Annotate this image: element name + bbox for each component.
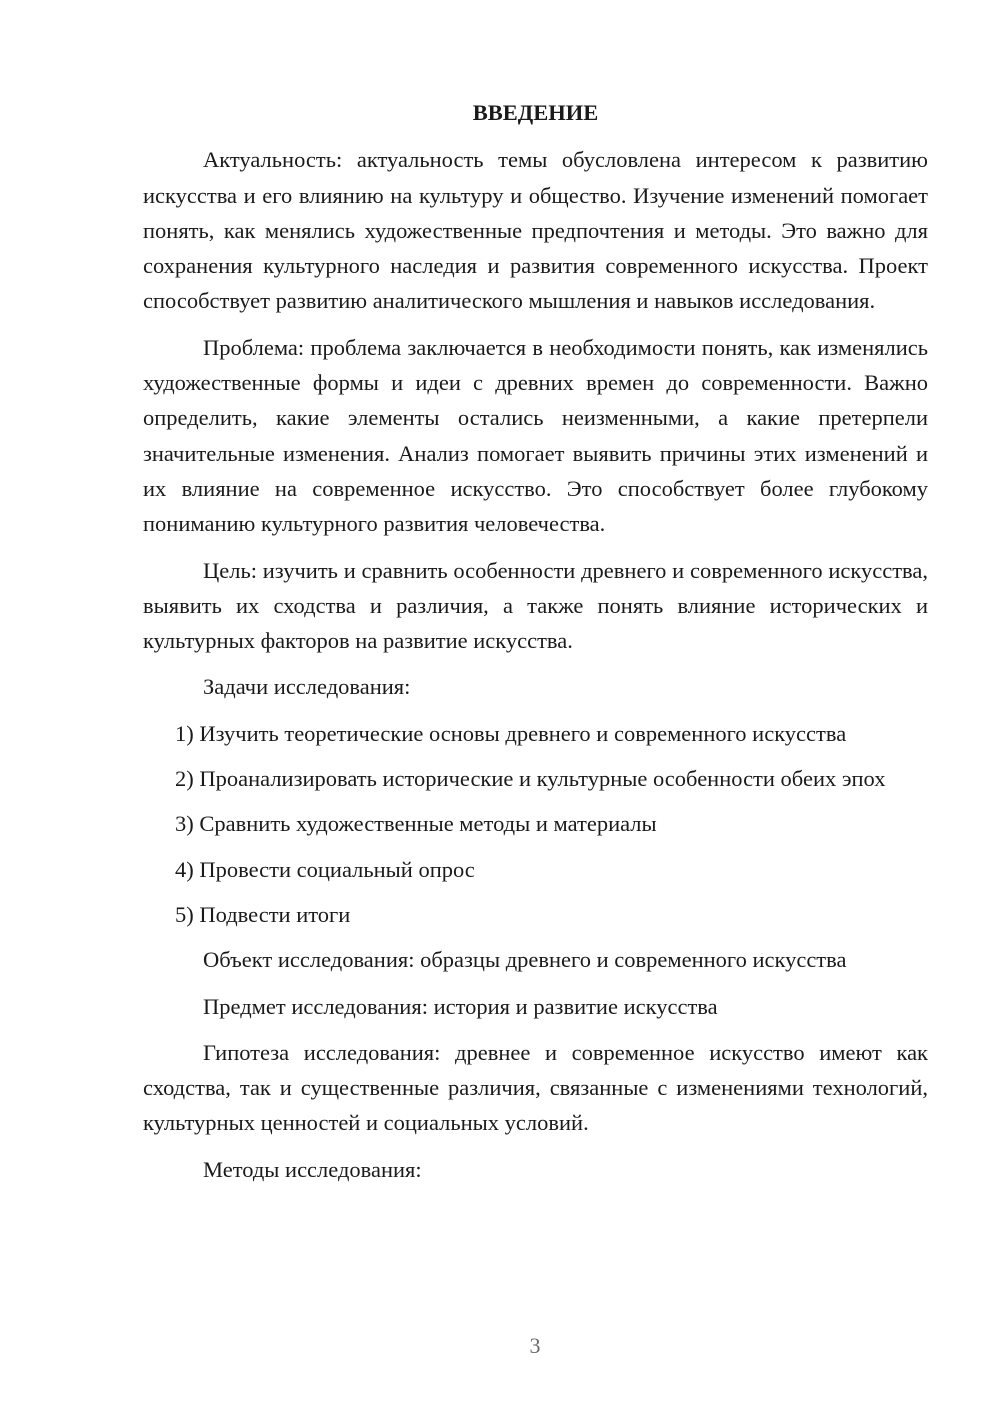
- tasks-heading: Задачи исследования:: [203, 674, 411, 700]
- page-number: 3: [529, 1333, 541, 1358]
- list-item: 5) Подвести итоги: [175, 901, 351, 927]
- paragraph-hypothesis: Гипотеза исследования: древнее и современное искусство имеют как сходства, так и существенные различия, связанные с изменениями технологий, культурных ценностей и социальных условий.: [143, 1039, 928, 1136]
- list-item: 3) Сравнить художественные методы и материалы: [175, 811, 657, 837]
- methods-heading: Методы исследования:: [203, 1156, 422, 1182]
- paragraph-subject: Предмет исследования: история и развитие искусства: [203, 993, 718, 1019]
- document-page: [143, 95, 928, 1198]
- paragraph-object: Объект исследования: образцы древнего и современного искусства: [203, 947, 847, 973]
- paragraph-problem: Проблема: проблема заключается в необходимости понять, как изменялись художественные формы и идеи с древних времен до современности. Важно определить, какие элементы остались неизменными, а какие претерпели значительные изменения. Анализ помогает выявить причины этих изменений и их влияние на современное искусство. Это способствует более глубокому пониманию культурного развития человечества.: [143, 334, 928, 537]
- list-item: 4) Провести социальный опрос: [175, 856, 475, 882]
- paragraph-goal: Цель: изучить и сравнить особенности древнего и современного искусства, выявить их сходства и различия, а также понять влияние исторических и культурных факторов на развитие искусства.: [143, 557, 928, 654]
- list-item: 1) Изучить теоретические основы древнего и современного искусства: [175, 720, 847, 746]
- paragraph-relevance: Актуальность: актуальность темы обусловлена интересом к развитию искусства и его влиянию на культуру и общество. Изучение изменений помогает понять, как менялись художественные предпочтения и методы. Это важно для сохранения культурного наследия и развития современного искусства. Проект способствует развитию аналитического мышления и навыков исследования.: [143, 147, 928, 314]
- page-title: ВВЕДЕНИЕ: [472, 100, 599, 125]
- tasks-list: [143, 716, 928, 932]
- list-item: 2) Проанализировать исторические и культурные особенности обеих эпох: [175, 766, 886, 792]
